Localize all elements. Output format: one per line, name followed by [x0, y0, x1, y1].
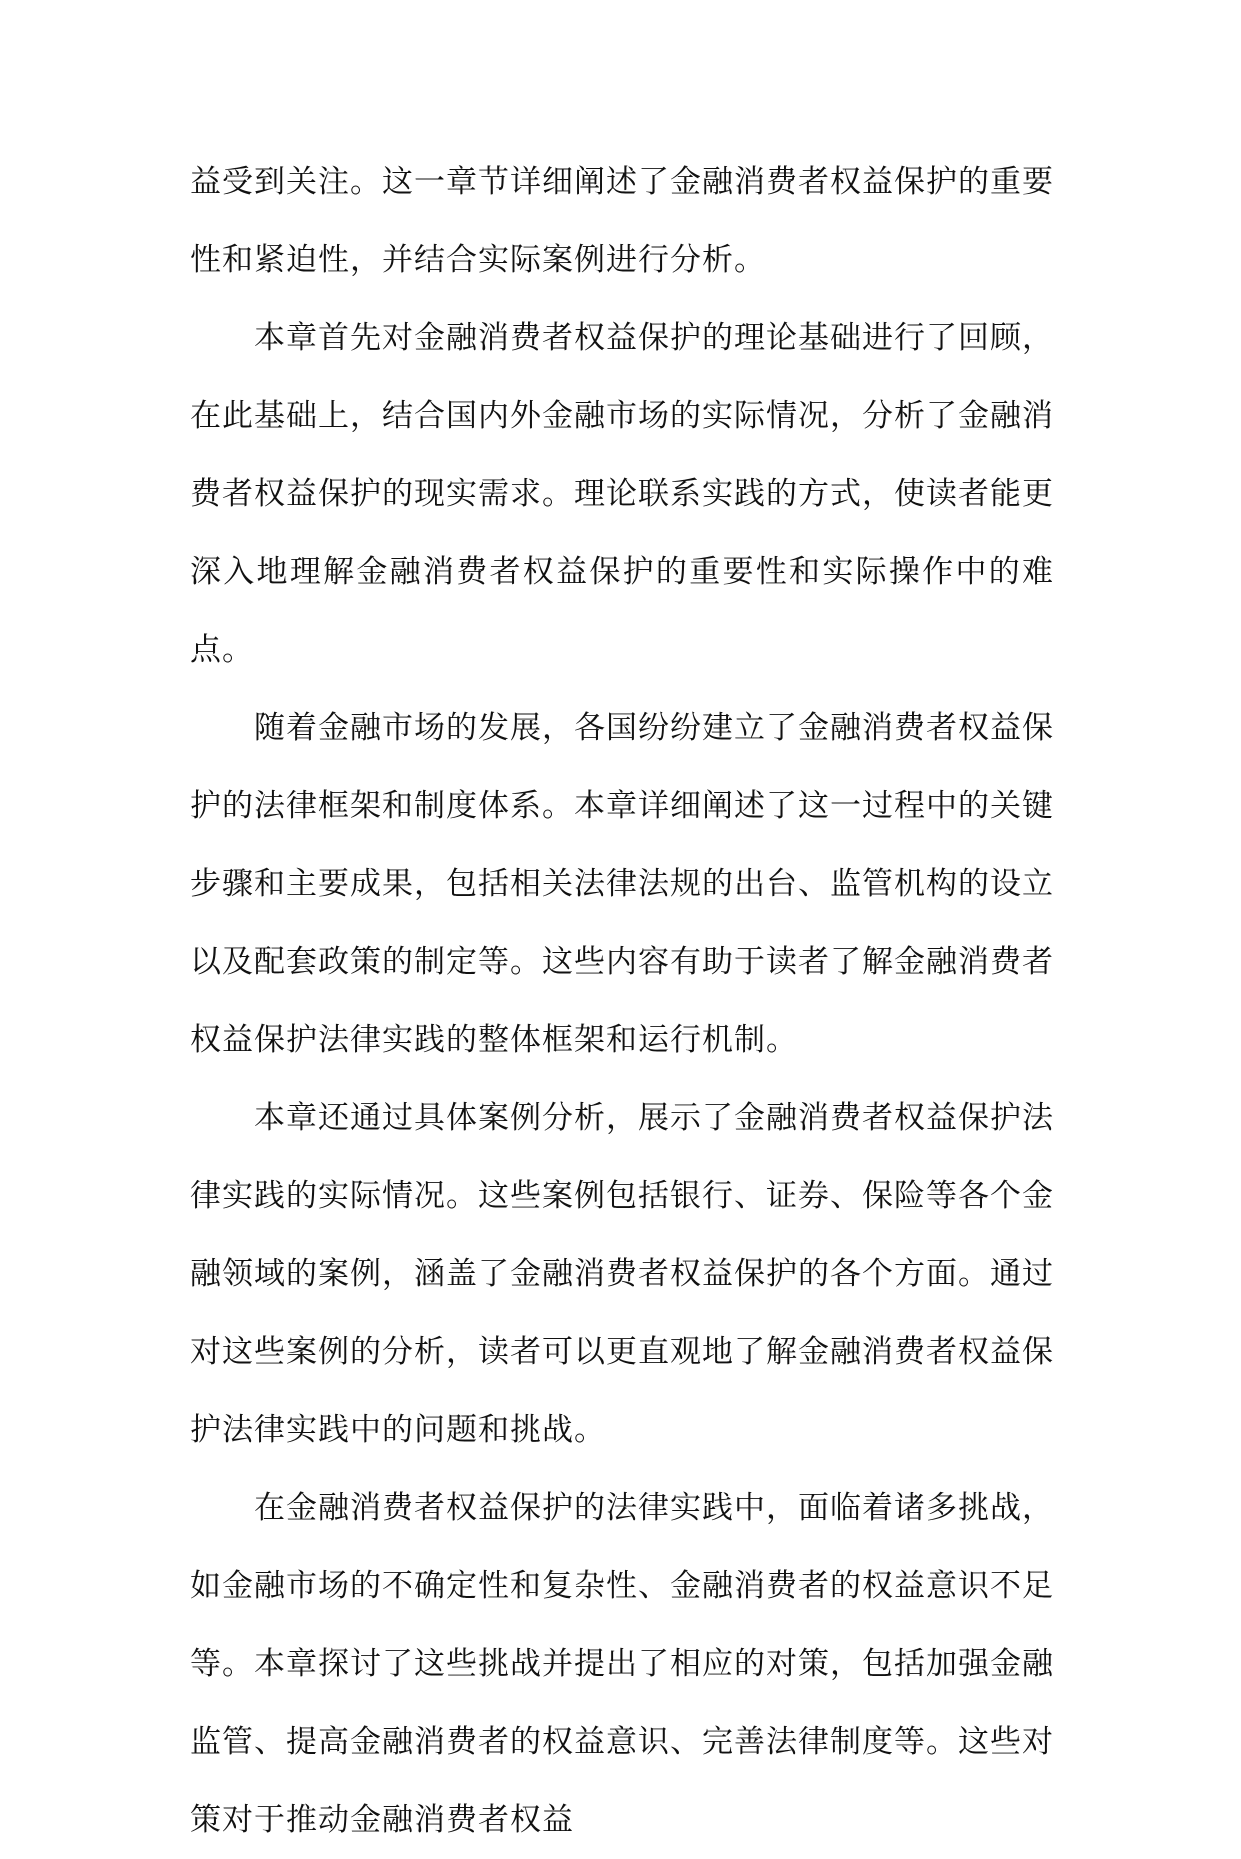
paragraph-challenges-countermeasures: 在金融消费者权益保护的法律实践中，面临着诸多挑战，如金融市场的不确定性和复杂性、金融消费者的权益意识不足等。本章探讨了这些挑战并提出了相应的对策，包括加强金融监管、提高金融消费者的权益意识、完善法律制度等。这些对策对于推动金融消费者权益 [190, 1490, 1054, 1838]
paragraph-continuation: 益受到关注。这一章节详细阐述了金融消费者权益保护的重要性和紧迫性，并结合实际案例进行分析。 [190, 164, 1054, 278]
paragraph-case-analysis: 本章还通过具体案例分析，展示了金融消费者权益保护法律实践的实际情况。这些案例包括银行、证券、保险等各个金融领域的案例，涵盖了金融消费者权益保护的各个方面。通过对这些案例的分析，读者可以更直观地了解金融消费者权益保护法律实践中的问题和挑战。 [190, 1100, 1054, 1448]
document-body [190, 143, 1054, 1859]
paragraph-theory-basis: 本章首先对金融消费者权益保护的理论基础进行了回顾，在此基础上，结合国内外金融市场的实际情况，分析了金融消费者权益保护的现实需求。理论联系实践的方式，使读者能更深入地理解金融消费者权益保护的重要性和实际操作中的难点。 [190, 320, 1054, 668]
paragraph-legal-framework: 随着金融市场的发展，各国纷纷建立了金融消费者权益保护的法律框架和制度体系。本章详细阐述了这一过程中的关键步骤和主要成果，包括相关法律法规的出台、监管机构的设立以及配套政策的制定等。这些内容有助于读者了解金融消费者权益保护法律实践的整体框架和运行机制。 [190, 710, 1054, 1058]
